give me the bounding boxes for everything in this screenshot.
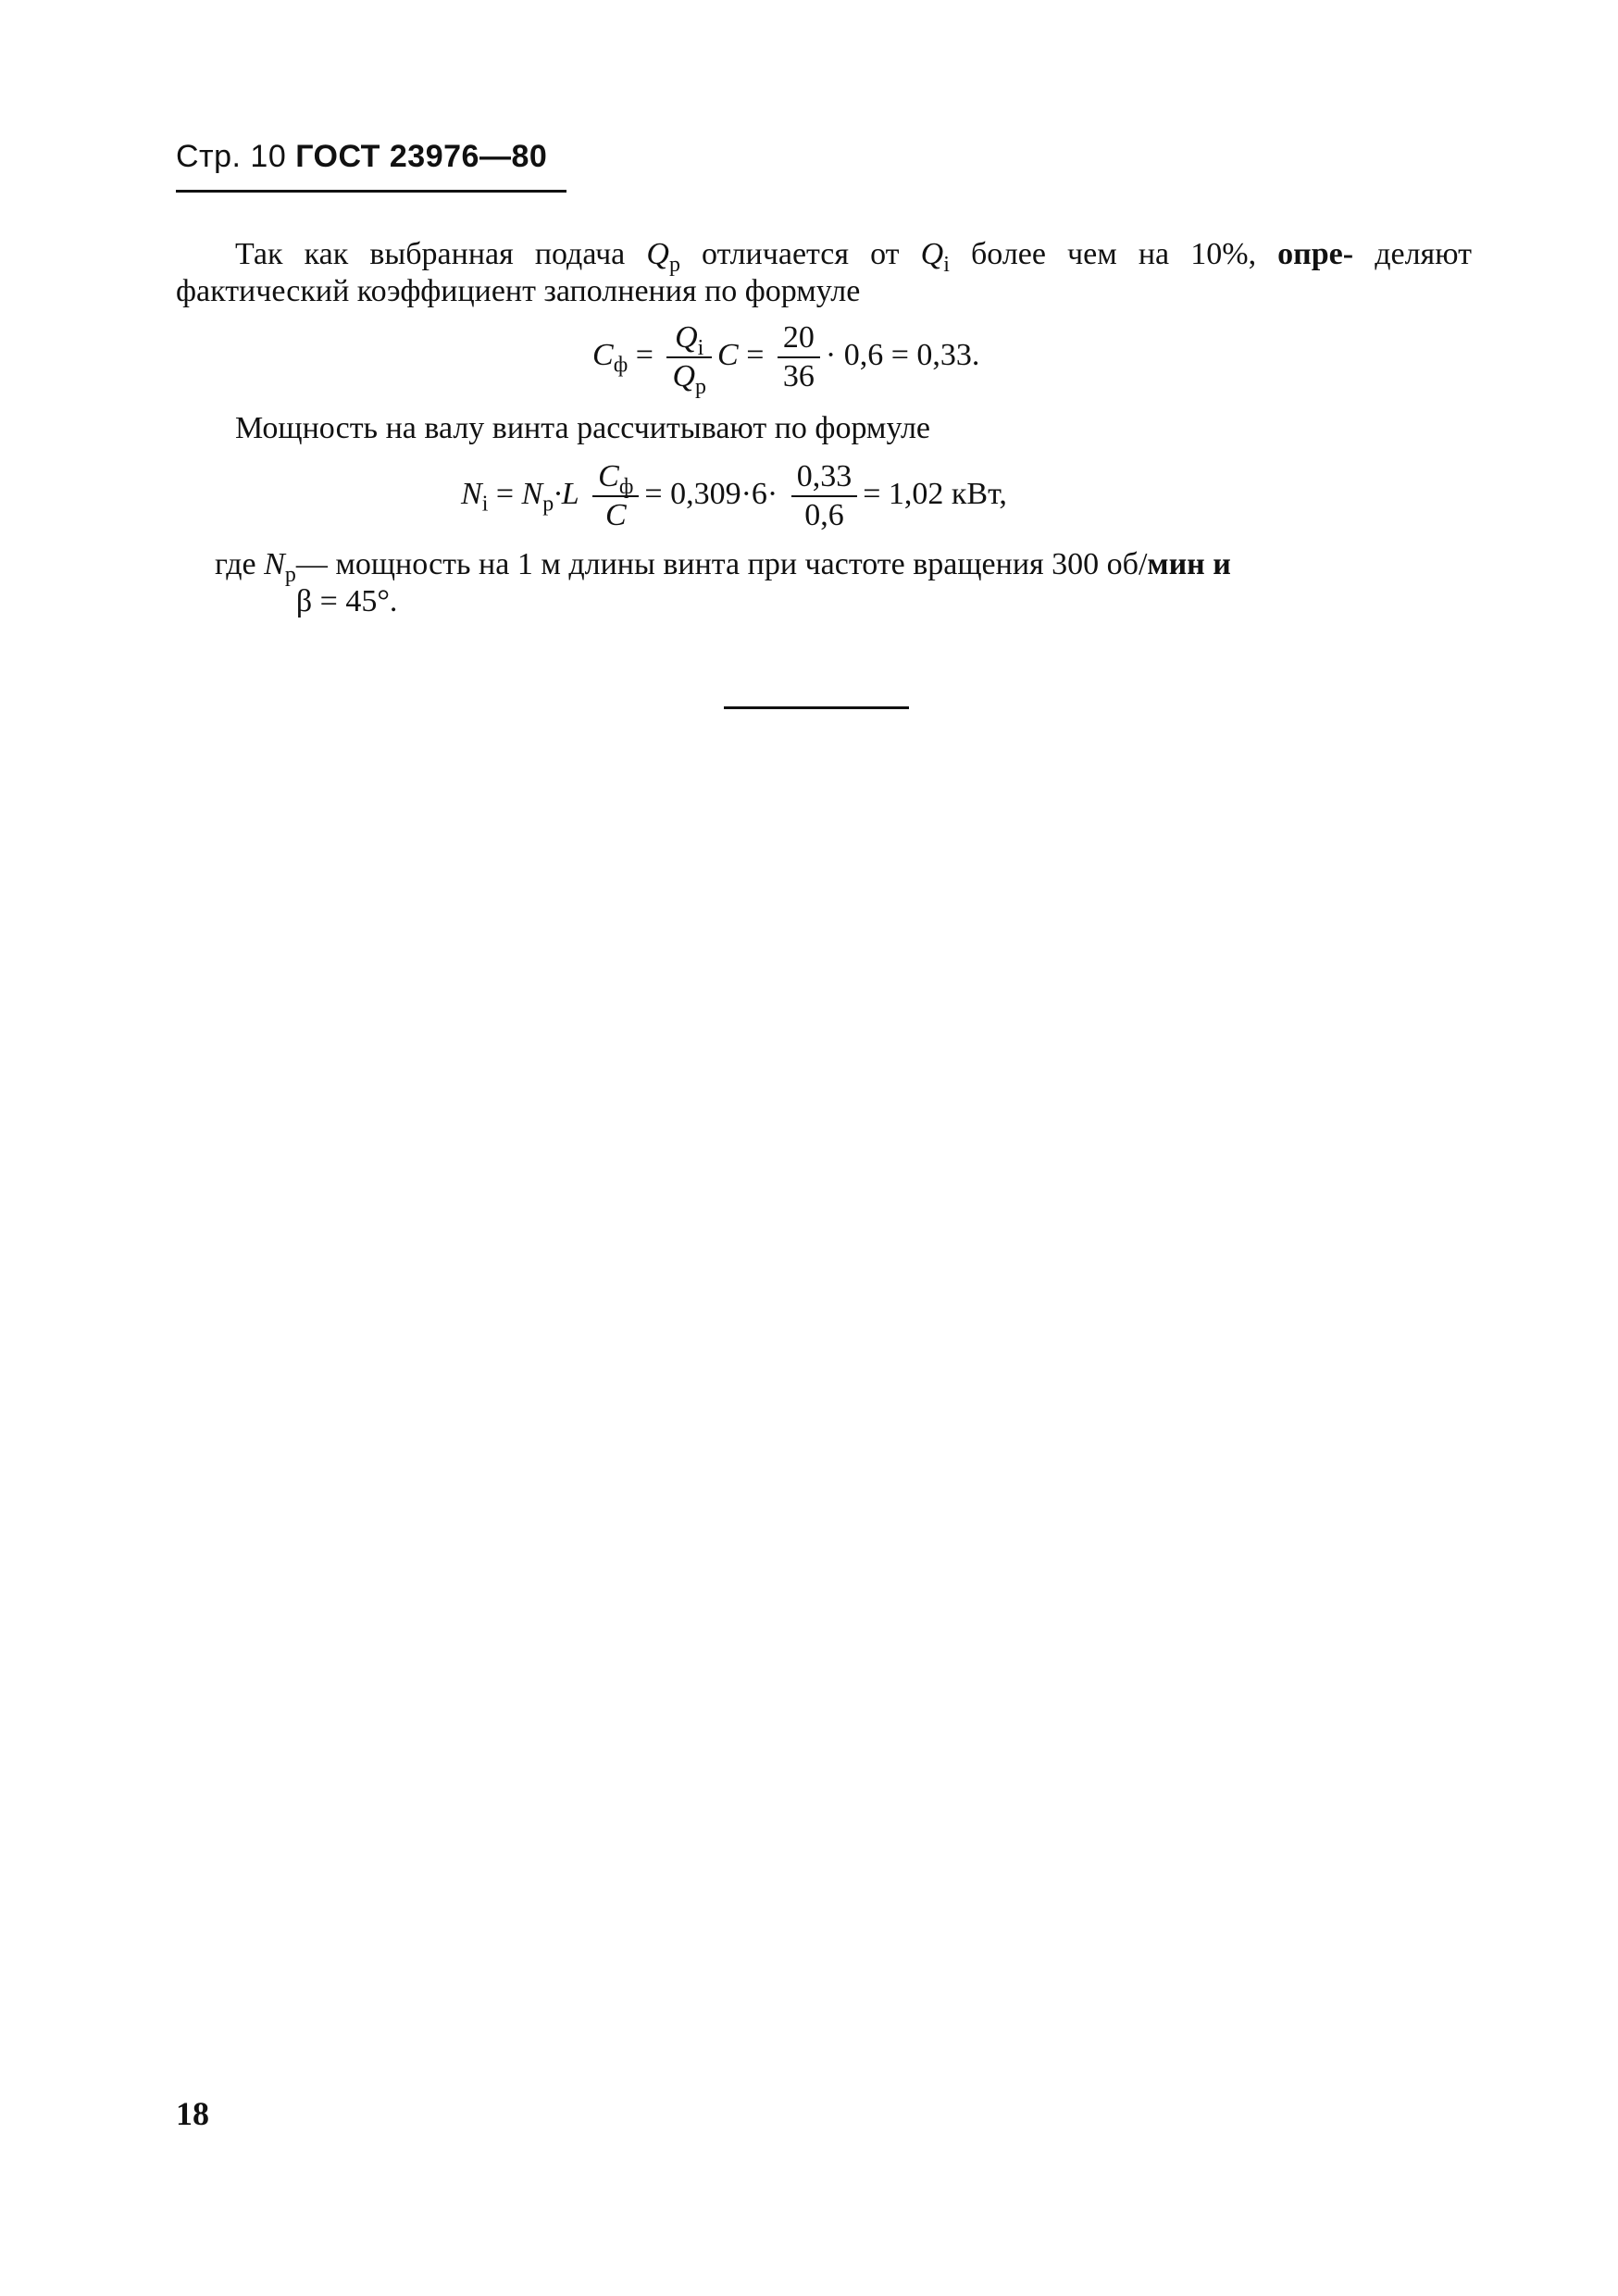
- fraction-denominator: [666, 358, 712, 399]
- symbol: Q: [675, 320, 698, 355]
- formula-symbol: N: [461, 476, 482, 511]
- paragraph-shaft-power: Мощность на валу винта рассчитывают по формуле: [235, 411, 931, 445]
- text-segment: где: [215, 547, 265, 581]
- formula-symbol: N: [521, 476, 543, 511]
- text-segment: отличается от: [679, 237, 921, 271]
- formula-result: · 0,6 = 0,33.: [825, 337, 980, 372]
- text-segment: — мощность на 1 м длины винта при частоте вращения 300 об/: [295, 547, 1148, 581]
- fraction-numerator: 20: [778, 319, 820, 358]
- symbol-q: Q: [646, 237, 669, 271]
- bold-word: опре-: [1277, 237, 1354, 271]
- equals-sign: =: [738, 337, 772, 372]
- fraction-denominator: 0,6: [804, 498, 844, 532]
- symbol-n: N: [264, 547, 285, 581]
- formula-symbol: ·L: [554, 476, 579, 511]
- subscript: р: [695, 374, 706, 399]
- page-number: 18: [176, 2095, 209, 2132]
- formula-product: = 0,309·6·: [644, 476, 778, 511]
- subscript: i: [697, 335, 704, 360]
- formula-shaft-power: [461, 458, 1007, 534]
- fraction-denominator: C: [604, 498, 627, 532]
- text-segment: деляют фактический коэффициент заполнения по формуле: [176, 237, 1472, 308]
- subscript: i: [943, 252, 950, 277]
- formula-symbol: C: [717, 337, 739, 372]
- subscript: р: [284, 562, 296, 587]
- subscript: р: [542, 492, 554, 517]
- fraction: [791, 458, 858, 534]
- header-rule: [176, 190, 566, 193]
- symbol: Q: [672, 359, 695, 393]
- symbol-q: Q: [920, 237, 944, 271]
- subscript: i: [481, 492, 489, 517]
- fraction: [666, 319, 712, 399]
- equals-sign: =: [628, 337, 662, 372]
- subscript: ф: [613, 353, 629, 378]
- fraction-numerator: [666, 319, 712, 358]
- fraction: [778, 319, 820, 395]
- text-segment: более чем на 10%,: [949, 237, 1278, 271]
- formula-fill-coefficient: [592, 319, 980, 399]
- fraction-numerator: 0,33: [791, 458, 858, 497]
- subscript: р: [668, 252, 680, 277]
- bold-word: мин и: [1147, 547, 1231, 581]
- definition-text: [296, 546, 1388, 620]
- formula-result: = 1,02 кВт,: [863, 476, 1007, 511]
- fraction: [592, 458, 639, 534]
- subscript: ф: [618, 474, 634, 499]
- page-header: [176, 139, 547, 175]
- paragraph-definition: [215, 546, 1474, 620]
- equals-sign: =: [488, 476, 522, 511]
- page-label: Стр. 10: [176, 139, 287, 174]
- fraction-numerator: [592, 458, 639, 497]
- end-rule: [724, 706, 909, 709]
- paragraph-feed-rate: [176, 236, 1472, 310]
- fraction-denominator: 36: [782, 359, 815, 393]
- text-segment: Так как выбранная подача: [235, 237, 647, 271]
- symbol: C: [598, 459, 619, 493]
- standard-number: ГОСТ 23976—80: [295, 139, 548, 174]
- text-segment: β = 45°.: [295, 584, 398, 618]
- formula-symbol: C: [592, 337, 614, 372]
